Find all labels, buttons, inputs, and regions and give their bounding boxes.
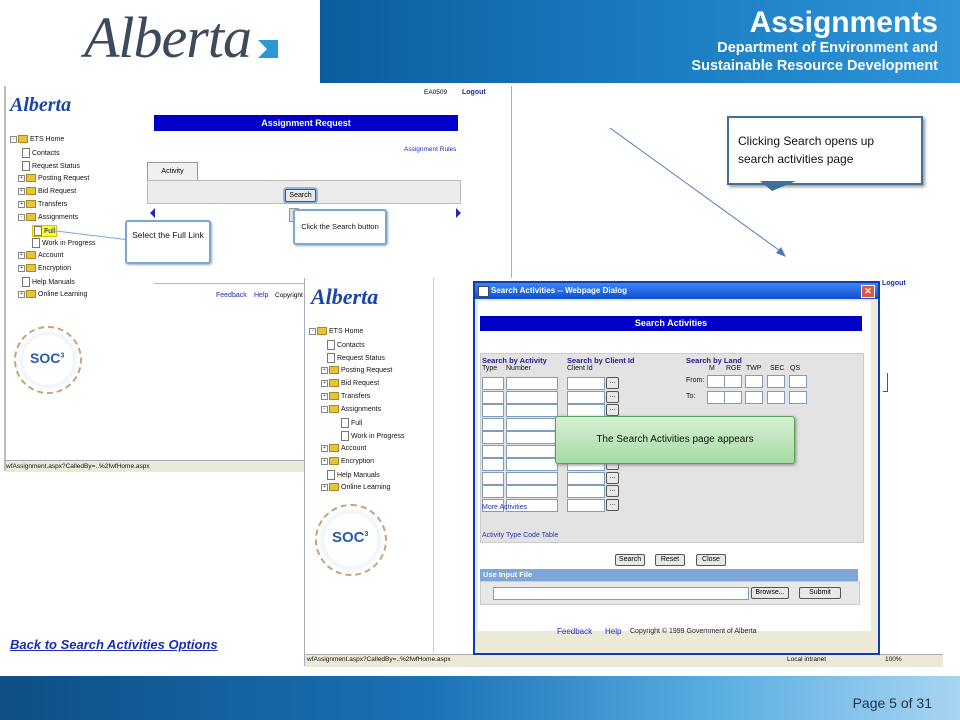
land-input[interactable]	[789, 391, 807, 404]
help-link[interactable]: Help	[254, 292, 269, 299]
dialog-close-button[interactable]: Close	[696, 554, 726, 566]
divider-vertical	[433, 278, 434, 653]
use-input-file-header: Use Input File	[480, 569, 858, 581]
code-table-link[interactable]: Activity Type Code Table	[482, 532, 559, 539]
activity-number-input[interactable]	[506, 458, 558, 471]
activity-type-input[interactable]	[482, 485, 504, 498]
tab-activity[interactable]: Activity	[147, 162, 198, 181]
sidebar-item-full[interactable]: Full	[32, 225, 57, 237]
folder-icon	[26, 174, 36, 182]
client-lookup-button[interactable]: ...	[606, 404, 619, 416]
sidebar2-item-transfers[interactable]: + Transfers	[321, 392, 370, 400]
alberta-energy-logo: Alberta	[10, 94, 72, 116]
dialog-feedback-link[interactable]: Feedback	[557, 627, 593, 636]
dialog-copyright: Copyright © 1999 Government of Alberta	[630, 628, 757, 635]
folder-icon	[26, 251, 36, 259]
sidebar-item-contacts[interactable]: Contacts	[22, 148, 60, 158]
client-id-label: Client Id	[567, 365, 593, 372]
sidebar-item-encryption[interactable]: + Encryption	[18, 264, 71, 272]
department-line-2: Sustainable Resource Development	[691, 58, 938, 74]
land-col-qs: QS	[790, 365, 801, 372]
folder-icon	[26, 290, 36, 298]
soc-logo-text: SOC$^3$	[30, 350, 65, 366]
dialog-reset-button[interactable]: Reset	[655, 554, 685, 566]
sidebar-item-account[interactable]: + Account	[18, 251, 63, 259]
land-input[interactable]	[745, 375, 763, 388]
number-label: Number	[506, 365, 531, 372]
logout-link[interactable]: Logout	[462, 89, 486, 96]
activity-type-input[interactable]	[482, 458, 504, 471]
folder-icon	[329, 457, 339, 465]
land-input[interactable]	[767, 375, 785, 388]
land-input[interactable]	[707, 391, 725, 404]
back-to-search-options-link[interactable]: Back to Search Activities Options	[10, 637, 218, 652]
page-title: Assignments	[749, 6, 938, 39]
folder-icon	[329, 444, 339, 452]
sidebar-item-assignments[interactable]: - Assignments	[18, 213, 78, 221]
sidebar-item-help-manuals[interactable]: Help Manuals	[22, 277, 75, 287]
user-code: EA0509	[424, 89, 448, 96]
client-id-input[interactable]	[567, 499, 605, 512]
copyright-text: Copyright	[275, 292, 303, 299]
alberta-energy-logo-2: Alberta	[311, 284, 379, 309]
document-icon	[22, 148, 30, 158]
soc-logo-text: SOC$^3$	[332, 529, 369, 546]
dialog-search-button[interactable]: Search	[615, 554, 645, 566]
speech-bubble-tail	[760, 181, 796, 191]
sidebar2-item-full[interactable]: Full	[341, 418, 362, 428]
client-id-input[interactable]	[567, 377, 605, 390]
folder-icon	[26, 200, 36, 208]
sidebar-item-online-learning[interactable]: + Online Learning	[18, 290, 87, 298]
more-activities-link[interactable]: More Activities	[482, 504, 528, 511]
footer-bar	[0, 676, 960, 720]
document-icon	[32, 238, 40, 248]
land-col-m: M	[709, 365, 715, 372]
activity-number-input[interactable]	[506, 445, 558, 458]
sidebar2-item-online-learning[interactable]: + Online Learning	[321, 483, 390, 491]
search-activities-dialog	[473, 281, 880, 655]
sidebar2-item-account[interactable]: + Account	[321, 444, 366, 452]
close-icon[interactable]: ✕	[861, 285, 875, 298]
land-input[interactable]	[724, 391, 742, 404]
callout-click-search: Click the Search button	[293, 209, 387, 245]
section-by-activity: Search by Activity	[482, 356, 547, 365]
folder-icon	[329, 405, 339, 413]
folder-icon	[18, 135, 28, 143]
activity-type-input[interactable]	[482, 472, 504, 485]
dialog-titlebar: Search Activities -- Webpage Dialog	[475, 283, 878, 299]
search-button[interactable]: Search	[285, 189, 316, 202]
client-id-input[interactable]	[567, 472, 605, 485]
sidebar-item-ets-home[interactable]: - ETS Home	[10, 135, 64, 143]
callout-select-full: Select the Full Link	[125, 220, 211, 264]
client-id-input[interactable]	[567, 391, 605, 404]
zoom-level: 100%	[885, 656, 902, 663]
soc-logo	[14, 326, 82, 394]
sidebar2-item-contacts[interactable]: Contacts	[327, 340, 365, 350]
status-bar: wfAssignment.aspx?CalledBy=..%2fwfHome.aspx	[6, 460, 304, 472]
activity-type-input[interactable]	[482, 445, 504, 458]
section-by-land: Search by Land	[686, 356, 742, 365]
document-icon	[34, 226, 42, 236]
activity-type-input[interactable]	[482, 391, 504, 404]
type-label: Type	[482, 365, 498, 372]
document-icon	[341, 418, 349, 428]
sidebar-item-transfers[interactable]: + Transfers	[18, 200, 67, 208]
folder-icon	[26, 187, 36, 195]
browse-button[interactable]: Browse...	[751, 587, 789, 599]
intranet-zone: Local intranet	[787, 656, 827, 663]
folder-icon	[26, 213, 36, 221]
document-icon	[341, 431, 349, 441]
sidebar2-item-request-status[interactable]: Request Status	[327, 353, 385, 363]
folder-icon	[329, 366, 339, 374]
folder-icon	[317, 327, 327, 335]
logout-link-2[interactable]: Logout	[882, 280, 906, 287]
status-bar-2: wfAssignment.aspx?CalledBy=..%2fwfHome.aspx Local intranet 100%	[305, 654, 943, 667]
activity-type-input[interactable]	[482, 377, 504, 390]
page-number: Page 5 of 31	[852, 695, 932, 711]
client-lookup-button[interactable]: ...	[606, 499, 619, 511]
land-input[interactable]	[745, 391, 763, 404]
input-file-path[interactable]	[493, 587, 749, 600]
folder-icon	[329, 379, 339, 387]
document-icon	[22, 277, 30, 287]
activity-number-input[interactable]	[506, 391, 558, 404]
client-lookup-button[interactable]: ...	[606, 391, 619, 403]
dialog-help-link[interactable]: Help	[605, 627, 622, 636]
activity-number-input[interactable]	[506, 485, 558, 498]
sidebar-item-request-status[interactable]: Request Status	[22, 161, 80, 171]
folder-icon	[26, 264, 36, 272]
client-lookup-button[interactable]: ...	[606, 472, 619, 484]
assignment-rules-link[interactable]: Assignment Rules	[404, 146, 457, 153]
department-line-1: Department of Environment and	[717, 40, 938, 56]
sidebar2-item-bid-request[interactable]: + Bid Request	[321, 379, 379, 387]
document-icon	[22, 161, 30, 171]
speech-bubble: Clicking Search opens up search activities page	[727, 116, 923, 185]
land-col-sec: SEC	[770, 365, 785, 372]
assignment-request-banner: Assignment Request	[154, 115, 458, 131]
to-label: To:	[686, 393, 696, 400]
sidebar2-item-help-manuals[interactable]: Help Manuals	[327, 470, 380, 480]
sidebar-item-bid-request[interactable]: + Bid Request	[18, 187, 76, 195]
search-activities-appears-callout: The Search Activities page appears	[555, 416, 795, 464]
divider	[154, 283, 304, 284]
land-input[interactable]	[789, 375, 807, 388]
page-fragment	[883, 373, 888, 392]
sidebar-item-work-in-progress[interactable]: Work in Progress	[32, 238, 96, 248]
submit-button[interactable]: Submit	[799, 587, 841, 599]
sidebar-item-posting-request[interactable]: + Posting Request	[18, 174, 89, 182]
ie-window-icon	[478, 286, 489, 297]
land-input[interactable]	[724, 375, 742, 388]
sidebar2-item-assignments[interactable]: - Assignments	[321, 405, 381, 413]
client-lookup-button[interactable]: ...	[606, 377, 619, 389]
alberta-logo: Alberta	[84, 5, 251, 70]
sidebar2-item-posting-request[interactable]: + Posting Request	[321, 366, 392, 374]
soc-logo-2	[315, 504, 387, 576]
scroll-left-icon[interactable]	[150, 208, 155, 218]
activity-number-input[interactable]	[506, 431, 558, 444]
search-activities-banner: Search Activities	[480, 316, 862, 331]
land-input[interactable]	[767, 391, 785, 404]
from-label: From:	[686, 377, 705, 384]
document-icon	[327, 353, 335, 363]
document-icon	[327, 470, 335, 480]
land-input[interactable]	[707, 375, 725, 388]
activity-number-input[interactable]	[506, 377, 558, 390]
sidebar2-item-work-in-progress[interactable]: Work in Progress	[341, 431, 405, 441]
folder-icon	[329, 392, 339, 400]
activity-number-input[interactable]	[506, 472, 558, 485]
sidebar2-item-ets-home[interactable]: - ETS Home	[309, 327, 363, 335]
scroll-right-icon[interactable]	[456, 208, 461, 218]
land-col-rge: RGE	[726, 365, 742, 372]
folder-icon	[329, 483, 339, 491]
land-col-twp: TWP	[746, 365, 762, 372]
feedback-link[interactable]: Feedback	[216, 292, 247, 299]
sidebar2-item-encryption[interactable]: + Encryption	[321, 457, 374, 465]
activity-type-input[interactable]	[482, 431, 504, 444]
section-by-client: Search by Client Id	[567, 356, 635, 365]
client-lookup-button[interactable]: ...	[606, 485, 619, 497]
activity-number-input[interactable]	[506, 404, 558, 417]
document-icon	[327, 340, 335, 350]
activity-type-input[interactable]	[482, 404, 504, 417]
activity-type-input[interactable]	[482, 418, 504, 431]
client-id-input[interactable]	[567, 485, 605, 498]
activity-number-input[interactable]	[506, 418, 558, 431]
